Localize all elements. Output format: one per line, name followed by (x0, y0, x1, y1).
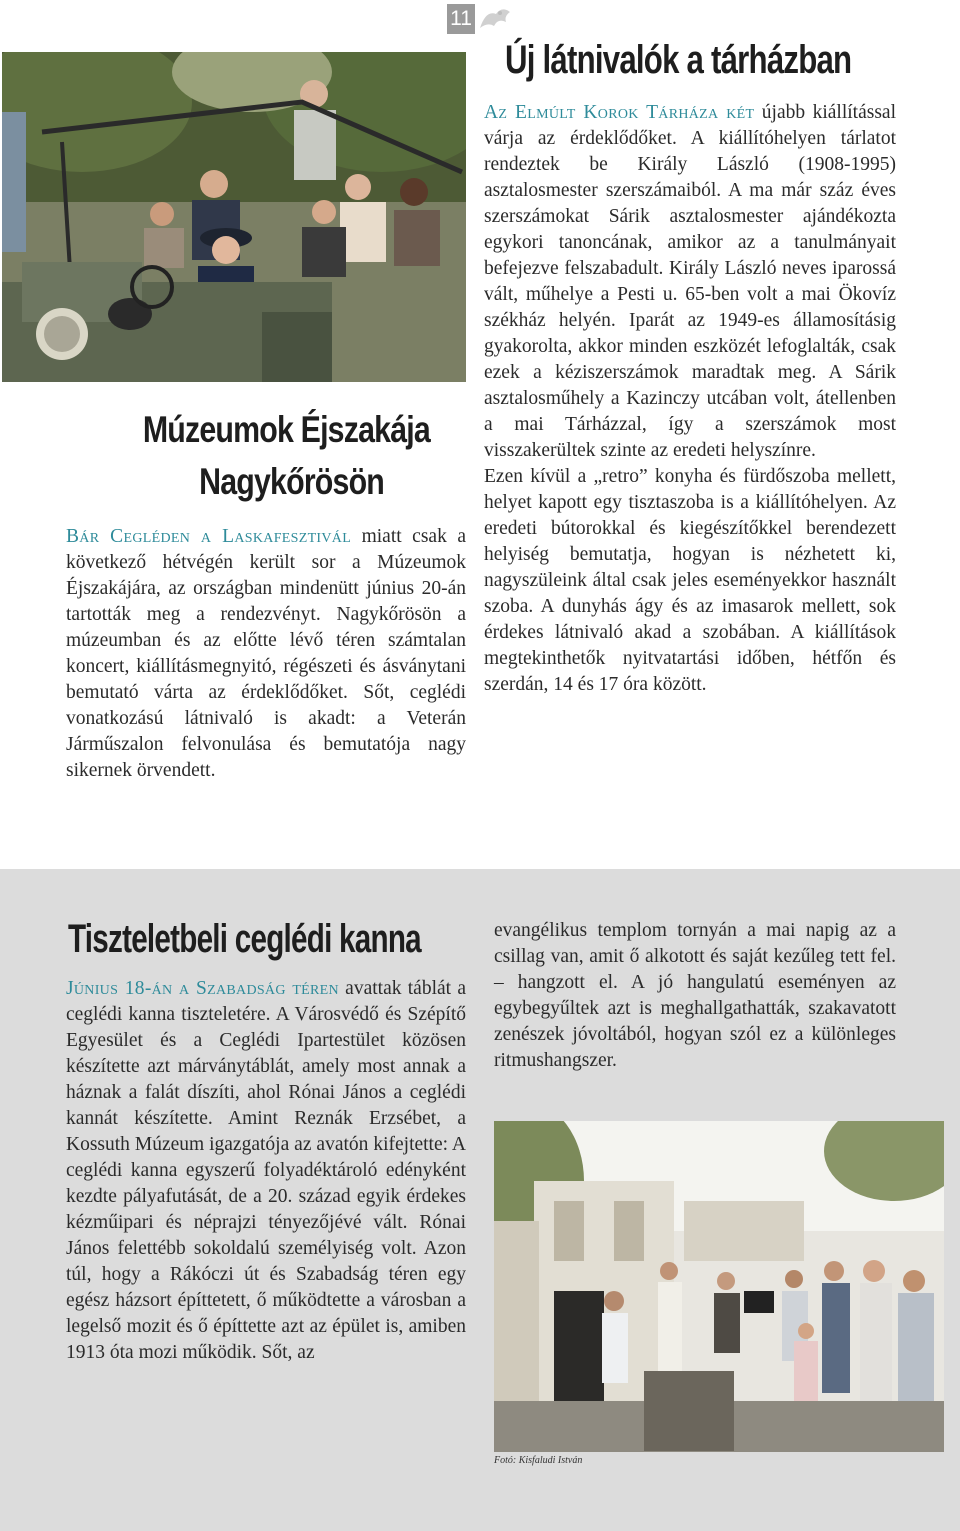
article-title-muzeumok (0, 404, 466, 508)
page-number: 11 (447, 4, 475, 34)
decorative-ornament-icon (476, 4, 516, 34)
veteran-vehicle-photo (2, 52, 466, 382)
article-body-tarhaz (484, 100, 896, 698)
article-title-tarhaz: Új látnivalók a tárházban (505, 38, 852, 82)
article-text-muzeumok: miatt csak a következő hétvégén került sor a Múzeumok Éjszakájára, az országban mindenütt június 20-án tartották meg a rendezvényt. Nagykőrösön a múzeumban és az előtte lévő téren számtalan koncert, kiállításmegnyitó, régészeti és ásványtani bemutató várta az érdeklődőket. Sőt, ceglédi vonatkozású látnivaló is akadt: a Veterán Járműszalon felvonulása és bemutatója nagy sikernek örvendett. (66, 526, 466, 781)
article-lead-muzeumok: Bár Cegléden a Laskafesztivál (66, 526, 352, 547)
article-title-muzeumok-line1: Múzeumok Éjszakája (142, 409, 430, 450)
photo-caption: Fotó: Kisfaludi István (494, 1455, 583, 1466)
article-title-kanna: Tiszteletbeli ceglédi kanna (68, 917, 421, 961)
plaque-ceremony-photo (494, 1121, 944, 1452)
article-text-tarhaz: újabb kiállítással várja az érdeklődőket. A kiállítóhelyen tárlatot rendeztek be Király László (1908-1995) asztalosmester szerszámaiból. A ma már száz éves szerszámokat Sárik asztalosmester ajándékozta egykori tanoncának, amikor az a tanulmányait befejezve felszabadult. Király László neves iparossá vált, műhelye a Pesti u. 65-ben volt a mai Ökovíz székház helyén. Iparát az 1949-es államosításig gyakorolta, akkor minden eszközét lefoglalták, csak ezek a kéziszerszámok maradtak meg. A Sárik asztalosműhely a Kazinczy utcában volt, átellenben a mai Tárházzal, így a szerszámok most visszakerültek szinte az eredeti helyszínre. (484, 102, 896, 461)
article-lead-kanna: Június 18-án a Szabadság téren (66, 978, 339, 999)
article-body-kanna-continued (494, 918, 896, 1074)
article-text-kanna-continued: evangélikus templom tornyán a mai napig az a csillag van, amit ő alkotott és saját kezűleg tett fel. – hangzott el. A jó hangulatú eseményen az egybegyűltek azt is meghallgathatták, szakavatott zenészek jóvoltából, hogyan szól ez a különleges ritmushangszer. (494, 920, 896, 1071)
article-lead-tarhaz: Az Elmúlt Korok Tárháza két (484, 102, 755, 123)
article-body-muzeumok (66, 524, 466, 784)
article-text-kanna: avattak táblát a ceglédi kanna tiszteletére. A Városvédő és Szépítő Egyesület és a Ceglédi Ipartestület közösen készítette azt márványtáblát, amely most annak a háznak a falát díszíti, ahol Rónai János a ceglédi kannát készítette. Amint Reznák Erzsébet, a Kossuth Múzeum igazgatója az avatón kifejtette: A ceglédi kanna egyszerű folyadéktároló edényként kezdte pályafutását, de a 20. század egyik érdekes kézműipari és néprajzi tényezőjévé vált. Rónai János felettébb sokoldalú személyiség volt. Azon túl, hogy a Rákóczi út és Szabadság téren egy egész házsort építtetett, ő működtette a városban a legelső mozit és ő építtette azt az épület is, amiben 1913 óta mozi működik. Sőt, az (66, 978, 466, 1363)
article-title-muzeumok-line2: Nagykőrösön (199, 461, 384, 502)
article-text-tarhaz-2: Ezen kívül a „retro” konyha és fürdőszoba mellett, helyet kapott egy tisztaszoba is a kiállítóhelyen. Az eredeti bútorokkal és kiegészítőkkel berendezett helyiség bemutatja, hogyan is nézhetett ki, nagyszüleink által csak jeles eseményekkor használt szoba. A dunyhás ágy és az imasarok mellett, sok érdekes látnivaló akad a szobában. A kiállítások megtekinthetők nyitvatartási időben, hétfőn és szerdán, 14 és 17 óra között. (484, 466, 896, 695)
article-body-kanna (66, 976, 466, 1366)
